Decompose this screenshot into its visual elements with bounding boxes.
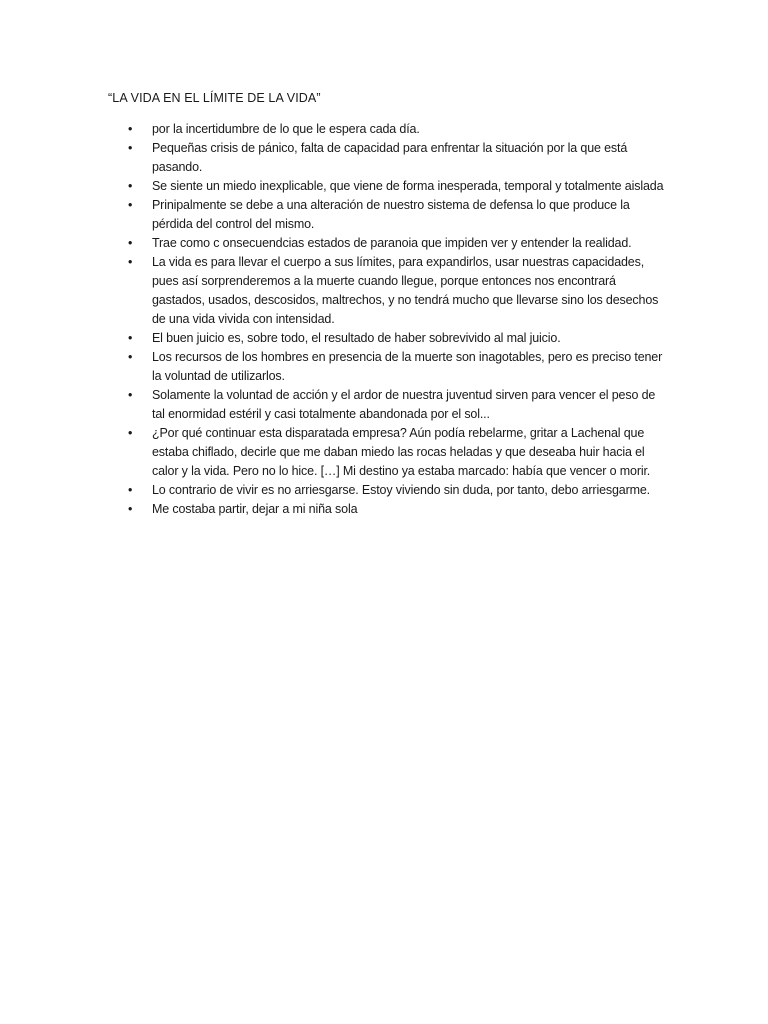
bullet-icon: • bbox=[128, 179, 133, 193]
bullet-icon: • bbox=[128, 350, 133, 364]
list-item bbox=[108, 234, 668, 253]
bullet-list bbox=[108, 120, 668, 519]
bullet-icon: • bbox=[128, 483, 133, 497]
list-item-text: por la incertidumbre de lo que le espera cada día. bbox=[152, 122, 420, 136]
list-item bbox=[108, 348, 668, 386]
list-item bbox=[108, 329, 668, 348]
list-item-text: ¿Por qué continuar esta disparatada empresa? Aún podía rebelarme, gritar a Lachenal que estaba chiflado, decirle que me daban miedo las rocas heladas y que deseaba huir hacia el calor y la vida. Pero no lo hice. […] Mi destino ya estaba marcado: había que vencer o morir. bbox=[152, 426, 651, 478]
bullet-icon: • bbox=[128, 255, 133, 269]
list-item-text: El buen juicio es, sobre todo, el resultado de haber sobrevivido al mal juicio. bbox=[152, 331, 561, 345]
bullet-icon: • bbox=[128, 236, 133, 250]
bullet-icon: • bbox=[128, 388, 133, 402]
list-item bbox=[108, 253, 668, 329]
list-item bbox=[108, 196, 668, 234]
list-item-text: Solamente la voluntad de acción y el ardor de nuestra juventud sirven para vencer el peso de tal enormidad estéril y casi totalmente abandonada por el sol... bbox=[152, 388, 656, 421]
bullet-icon: • bbox=[128, 331, 133, 345]
list-item bbox=[108, 120, 668, 139]
list-item bbox=[108, 177, 668, 196]
bullet-icon: • bbox=[128, 502, 133, 516]
list-item-text: Se siente un miedo inexplicable, que viene de forma inesperada, temporal y totalmente aislada bbox=[152, 179, 664, 193]
list-item bbox=[108, 386, 668, 424]
list-item-text: Pequeñas crisis de pánico, falta de capacidad para enfrentar la situación por la que está pasando. bbox=[152, 141, 628, 174]
list-item-text: Los recursos de los hombres en presencia de la muerte son inagotables, pero es preciso tener la voluntad de utilizarlos. bbox=[152, 350, 663, 383]
list-item-text: Prinipalmente se debe a una alteración de nuestro sistema de defensa lo que produce la pérdida del control del mismo. bbox=[152, 198, 630, 231]
bullet-icon: • bbox=[128, 198, 133, 212]
list-item bbox=[108, 139, 668, 177]
list-item-text: Trae como c onsecuendcias estados de paranoia que impiden ver y entender la realidad. bbox=[152, 236, 632, 250]
bullet-icon: • bbox=[128, 141, 133, 155]
list-item bbox=[108, 500, 668, 519]
bullet-icon: • bbox=[128, 122, 133, 136]
list-item bbox=[108, 424, 668, 481]
bullet-icon: • bbox=[128, 426, 133, 440]
list-item bbox=[108, 481, 668, 500]
list-item-text: La vida es para llevar el cuerpo a sus límites, para expandirlos, usar nuestras capacidades, pues así sorprenderemos a la muerte cuando llegue, porque entonces nos encontrará gastados, usados, descosidos, maltrechos, y no tendrá mucho que llevarse sino los desechos de una vida vivida con intensidad. bbox=[152, 255, 659, 326]
list-item-text: Lo contrario de vivir es no arriesgarse. Estoy viviendo sin duda, por tanto, debo arriesgarme. bbox=[152, 483, 650, 497]
list-item-text: Me costaba partir, dejar a mi niña sola bbox=[152, 502, 358, 516]
document-title: “LA VIDA EN EL LÍMITE DE LA VIDA” bbox=[108, 91, 321, 105]
